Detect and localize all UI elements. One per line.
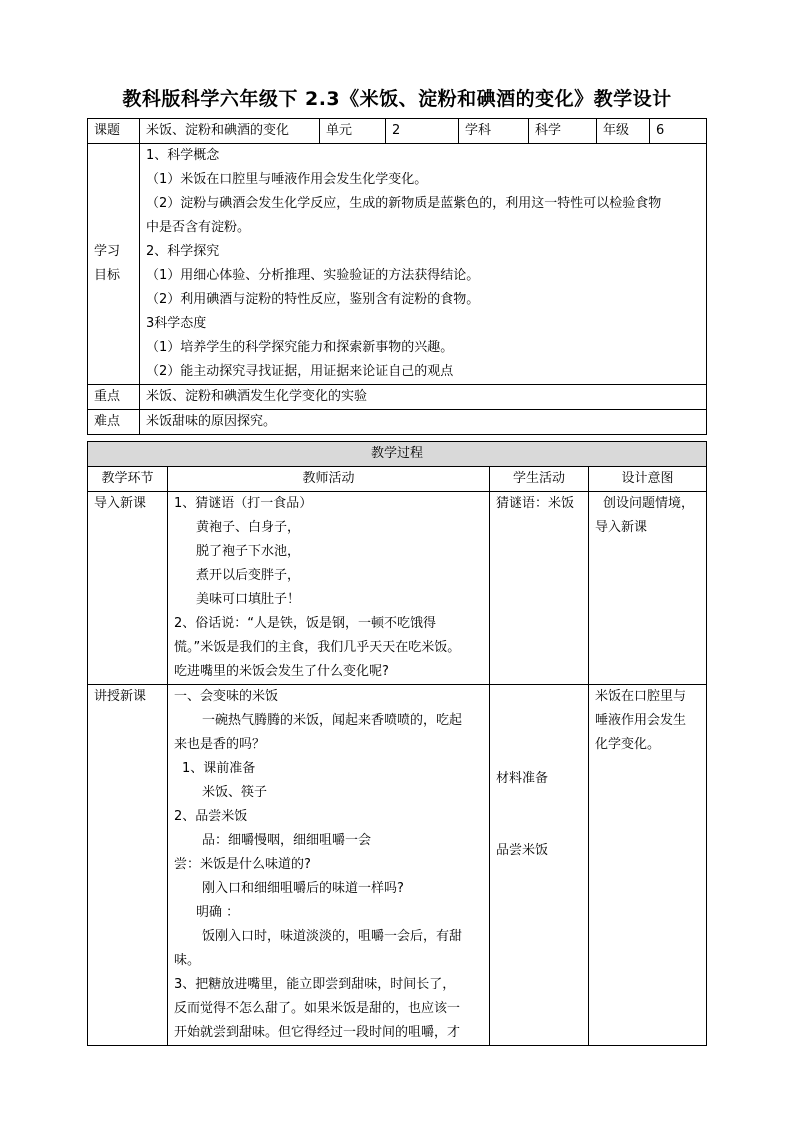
teacher-line: 3、把糖放进嘴里，能立即尝到甜味，时间长了， [174, 977, 456, 992]
lecture-stage: 讲授新课 [88, 685, 168, 1046]
lecture-row [88, 685, 707, 1046]
goals-label [88, 144, 140, 385]
teacher-line: 尝：米饭是什么味道的? [174, 857, 311, 872]
teacher-line: 饭刚入口时，味道淡淡的，咀嚼一会后，有甜 [202, 929, 463, 944]
teacher-line: 1、课前准备 [182, 761, 256, 776]
goals-content [140, 144, 707, 385]
topic-label: 课题 [88, 119, 140, 144]
intent-line: 导入新课 [595, 520, 648, 535]
intro-teacher [168, 492, 490, 685]
column-intent: 设计意图 [589, 467, 707, 492]
teacher-line: 开始就尝到甜味。但它得经过一段时间的咀嚼，才 [174, 1025, 461, 1040]
subject-value: 科学 [529, 119, 597, 144]
student-line-prep: 材料准备 [496, 771, 549, 786]
column-stage: 教学环节 [88, 467, 168, 492]
process-columns-row [88, 467, 707, 492]
difficulty-row [88, 410, 707, 435]
grade-value: 6 [650, 119, 707, 144]
goal-line: （2）淀粉与碘酒会发生化学反应，生成的新物质是蓝紫色的，利用这一特性可以检验食物 [146, 196, 662, 211]
process-header-row [88, 442, 707, 467]
spacer [496, 791, 582, 839]
goal-line: （1）米饭在口腔里与唾液作用会发生化学变化。 [146, 172, 428, 187]
teacher-line: 味。 [174, 953, 201, 968]
spacer [496, 685, 582, 767]
intent-line: 米饭在口腔里与 [595, 689, 687, 704]
unit-value: 2 [386, 119, 459, 144]
goals-label-line1: 学习 [94, 244, 121, 259]
student-line-taste: 品尝米饭 [496, 843, 549, 858]
lecture-teacher [168, 685, 490, 1046]
topic-row [88, 119, 707, 144]
unit-label: 单元 [320, 119, 386, 144]
teacher-line: 刚入口和细细咀嚼后的味道一样吗? [202, 881, 404, 896]
lecture-student [490, 685, 589, 1046]
key-point-value: 米饭、淀粉和碘酒发生化学变化的实验 [140, 385, 707, 410]
goal-line: （2）能主动探究寻找证据，用证据来论证自己的观点 [146, 364, 454, 379]
intro-stage: 导入新课 [88, 492, 168, 685]
intro-student: 猜谜语：米饭 [490, 492, 589, 685]
topic-value: 米饭、淀粉和碘酒的变化 [140, 119, 320, 144]
goal-line: （2）利用碘酒与淀粉的特性反应，鉴别含有淀粉的食物。 [146, 292, 480, 307]
goal-line: 2、科学探究 [146, 244, 220, 259]
teacher-line: 来也是香的吗？ [174, 737, 266, 752]
teacher-line: 美味可口填肚子！ [196, 592, 301, 607]
teacher-line: 1、猜谜语（打一食品） [174, 496, 313, 511]
goal-line: 中是否含有淀粉。 [146, 220, 251, 235]
intro-row [88, 492, 707, 685]
teacher-line: 米饭、筷子 [202, 785, 268, 800]
intent-line: 唾液作用会发生 [595, 713, 687, 728]
goal-line: 3科学态度 [146, 316, 207, 331]
intent-line: 化学变化。 [595, 737, 661, 752]
difficulty-label: 难点 [88, 410, 140, 435]
subject-label: 学科 [459, 119, 529, 144]
key-point-label: 重点 [88, 385, 140, 410]
intent-line: 创设问题情境， [603, 496, 695, 511]
goal-line: 1、科学概念 [146, 148, 220, 163]
teacher-line: 明确 ： [196, 905, 240, 920]
column-student: 学生活动 [490, 467, 589, 492]
teacher-line: 煮开以后变胖子， [196, 568, 301, 583]
teacher-line: 脱了袍子下水池， [196, 544, 301, 559]
goal-line: （1）培养学生的科学探究能力和探索新事物的兴趣。 [146, 340, 454, 355]
goals-label-line2: 目标 [94, 268, 121, 283]
intro-intent [589, 492, 707, 685]
teacher-line: 一碗热气腾腾的米饭，闻起来香喷喷的，吃起 [202, 713, 463, 728]
teacher-line: 吃进嘴里的米饭会发生了什么变化呢? [174, 664, 389, 679]
teacher-line: 2、品尝米饭 [174, 809, 248, 824]
teacher-line: 一、会变味的米饭 [174, 689, 279, 704]
teaching-process-table [87, 441, 707, 1046]
lecture-intent [589, 685, 707, 1046]
grade-label: 年级 [597, 119, 650, 144]
column-teacher: 教师活动 [168, 467, 490, 492]
teacher-line: 反而觉得不怎么甜了。如果米饭是甜的，也应该一 [174, 1001, 461, 1016]
page-title: 教科版科学六年级下 2.3《米饭、淀粉和碘酒的变化》教学设计 [122, 88, 672, 110]
teacher-line: 慌。”米饭是我们的主食，我们几乎天天在吃米饭。 [174, 640, 461, 655]
key-point-row [88, 385, 707, 410]
goals-row [88, 144, 707, 385]
teacher-line: 2、俗话说：“人是铁，饭是钢，一顿不吃饿得 [174, 616, 437, 631]
teacher-line: 品：细嚼慢咽，细细咀嚼一会 [202, 833, 372, 848]
lesson-info-table [87, 118, 707, 435]
teacher-line: 黄袍子、白身子， [196, 520, 301, 535]
process-header: 教学过程 [88, 442, 707, 467]
difficulty-value: 米饭甜味的原因探究。 [140, 410, 707, 435]
goal-line: （1）用细心体验、分析推理、实验验证的方法获得结论。 [146, 268, 480, 283]
